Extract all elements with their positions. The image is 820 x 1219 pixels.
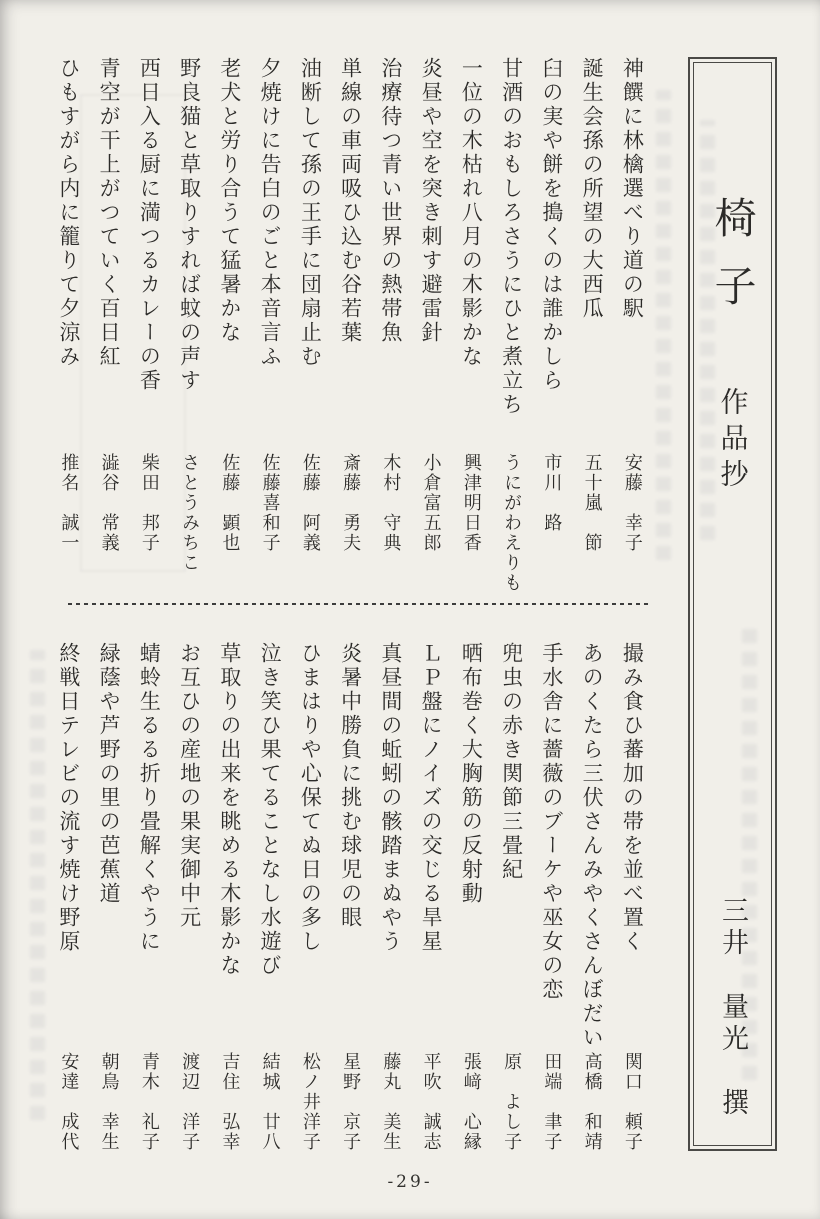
page-number: -29- (387, 1172, 433, 1192)
poem-item (209, 57, 249, 581)
poem-author: 澁谷 常義 (98, 453, 120, 553)
poem-text: 終戦日テレビの流す焼け野原 (56, 642, 81, 954)
poem-text: 夕焼けに告白のごと本音言ふ (258, 57, 283, 369)
poem-item (89, 642, 129, 1164)
section-divider (68, 603, 652, 605)
poem-text: ひもすがら内に籠りて夕涼み (56, 57, 81, 369)
poem-text: 炎昼や空を突き刺す避雷針 (419, 57, 444, 345)
poem-item (411, 57, 451, 581)
poem-text: ＬＰ盤にノイズの交じる旱星 (419, 642, 444, 954)
title-line (708, 196, 758, 495)
poem-author: 張﨑 心縁 (460, 1052, 482, 1152)
poem-author: 柴田 邦子 (138, 453, 160, 553)
poem-author: 平吹 誠志 (420, 1052, 442, 1152)
poem-author: 関口 頼子 (621, 1052, 643, 1152)
poem-item (250, 642, 290, 1164)
poem-author: 五十嵐 節 (581, 453, 603, 553)
poem-author: 吉住 弘幸 (219, 1052, 241, 1152)
title-box (688, 57, 777, 1151)
title-box-inner-border (693, 62, 772, 1146)
poem-text: 兜虫の赤き関節三畳紀 (499, 642, 524, 882)
poem-text: 神饌に林檎選べり道の駅 (620, 57, 645, 321)
poem-item (491, 642, 531, 1164)
poem-text: 単線の車両吸ひ込む谷若葉 (338, 57, 363, 345)
poem-item (48, 57, 88, 581)
poem-author: 青木 礼子 (138, 1052, 160, 1152)
poem-text: 老犬と労り合うて猛暑かな (217, 57, 242, 345)
poem-text: 西日入る厨に満つるカレーの香 (137, 57, 162, 393)
poem-item (129, 57, 169, 581)
poem-author: 藤丸 美生 (380, 1052, 402, 1152)
poem-text: 野良猫と草取りすれば蚊の声す (177, 57, 202, 393)
poem-author: 推名 誠一 (58, 453, 80, 553)
poem-text: 油断して孫の王手に団扇止む (298, 57, 323, 369)
poem-text: 泣き笑ひ果てることなし水遊び (258, 642, 283, 978)
poem-text: ひまはりや心保てぬ日の多し (298, 642, 323, 954)
poem-item (612, 57, 652, 581)
poem-author: 安達 成代 (58, 1052, 80, 1152)
poem-author: 原 よし子 (501, 1052, 523, 1152)
poem-text: 手水舎に薔薇のブーケや巫女の恋 (539, 642, 564, 1002)
poem-item (169, 642, 209, 1164)
show-through-ghost (656, 90, 671, 560)
poem-item (250, 57, 290, 581)
poem-text: 甘酒のおもしろさうにひと煮立ち (499, 57, 524, 417)
poem-item (451, 57, 491, 581)
poem-item (330, 57, 370, 581)
poem-author: 高橋 和靖 (581, 1052, 603, 1152)
poem-author: 木村 守典 (380, 453, 402, 553)
editor-name: 三井 量光 撰 (717, 896, 748, 1120)
poem-item (491, 57, 531, 593)
poem-item (411, 642, 451, 1164)
poem-author: 佐藤喜和子 (259, 453, 281, 553)
poem-author: さとうみちこ (179, 453, 201, 573)
poem-author: 朝鳥 幸生 (98, 1052, 120, 1152)
poem-item (290, 57, 330, 581)
poem-author: 興津明日香 (460, 453, 482, 553)
poem-text: 一位の木枯れ八月の木影かな (459, 57, 484, 369)
poem-text: 撮み食ひ蕃加の帯を並べ置く (620, 642, 645, 954)
poem-text: 晒布巻く大胸筋の反射動 (459, 642, 484, 906)
poem-text: 青空が干上がつていく百日紅 (97, 57, 122, 369)
show-through-ghost (30, 650, 45, 1120)
poem-text: 誕生会孫の所望の大西瓜 (580, 57, 605, 321)
poem-text: あのくたら三伏さんみやくさんぼだい (580, 642, 605, 1050)
collection-subtitle: 作品抄 (716, 387, 750, 495)
poem-text: 臼の実や餅を搗くのは誰かしら (539, 57, 564, 393)
poem-item (531, 642, 571, 1164)
poem-item (612, 642, 652, 1164)
poem-item (330, 642, 370, 1164)
poem-author: 結城 廿八 (259, 1052, 281, 1152)
poem-item (89, 57, 129, 581)
poem-author: 星野 京子 (340, 1052, 362, 1152)
collection-title: 椅子 (708, 196, 758, 332)
poem-text: 治療待つ青い世界の熱帯魚 (378, 57, 403, 345)
poem-author: 渡辺 洋子 (179, 1052, 201, 1152)
poem-text: 緑蔭や芦野の里の芭蕉道 (97, 642, 122, 906)
poem-author: 安藤 幸子 (621, 453, 643, 553)
poem-text: 蜻蛉生るる折り畳解くやうに (137, 642, 162, 954)
poem-text: 真昼間の蚯蚓の骸踏まぬやう (378, 642, 403, 954)
poem-author: うにがわえりも (501, 453, 523, 593)
poem-item (370, 57, 410, 581)
upper-poem-section (48, 57, 652, 593)
poem-text: 炎暑中勝負に挑む球児の眼 (338, 642, 363, 930)
lower-poem-section (48, 642, 652, 1164)
poem-item (572, 57, 612, 581)
poem-author: 小倉富五郎 (420, 453, 442, 553)
poem-item (370, 642, 410, 1164)
poem-item (290, 642, 330, 1164)
poem-item (48, 642, 88, 1164)
poem-author: 田端 聿子 (541, 1052, 563, 1152)
poem-item (451, 642, 491, 1164)
poem-item (129, 642, 169, 1164)
poem-author: 斎藤 勇夫 (340, 453, 362, 553)
poem-author: 市川 路 (541, 453, 563, 533)
poem-item (531, 57, 571, 581)
poem-text: お互ひの産地の果実御中元 (177, 642, 202, 930)
poem-item (572, 642, 612, 1164)
poem-item (169, 57, 209, 581)
poem-author: 佐藤 阿義 (299, 453, 321, 553)
poem-item (209, 642, 249, 1164)
poem-author: 松ノ井洋子 (299, 1052, 321, 1152)
poem-author: 佐藤 顕也 (219, 453, 241, 553)
poem-text: 草取りの出来を眺める木影かな (217, 642, 242, 978)
